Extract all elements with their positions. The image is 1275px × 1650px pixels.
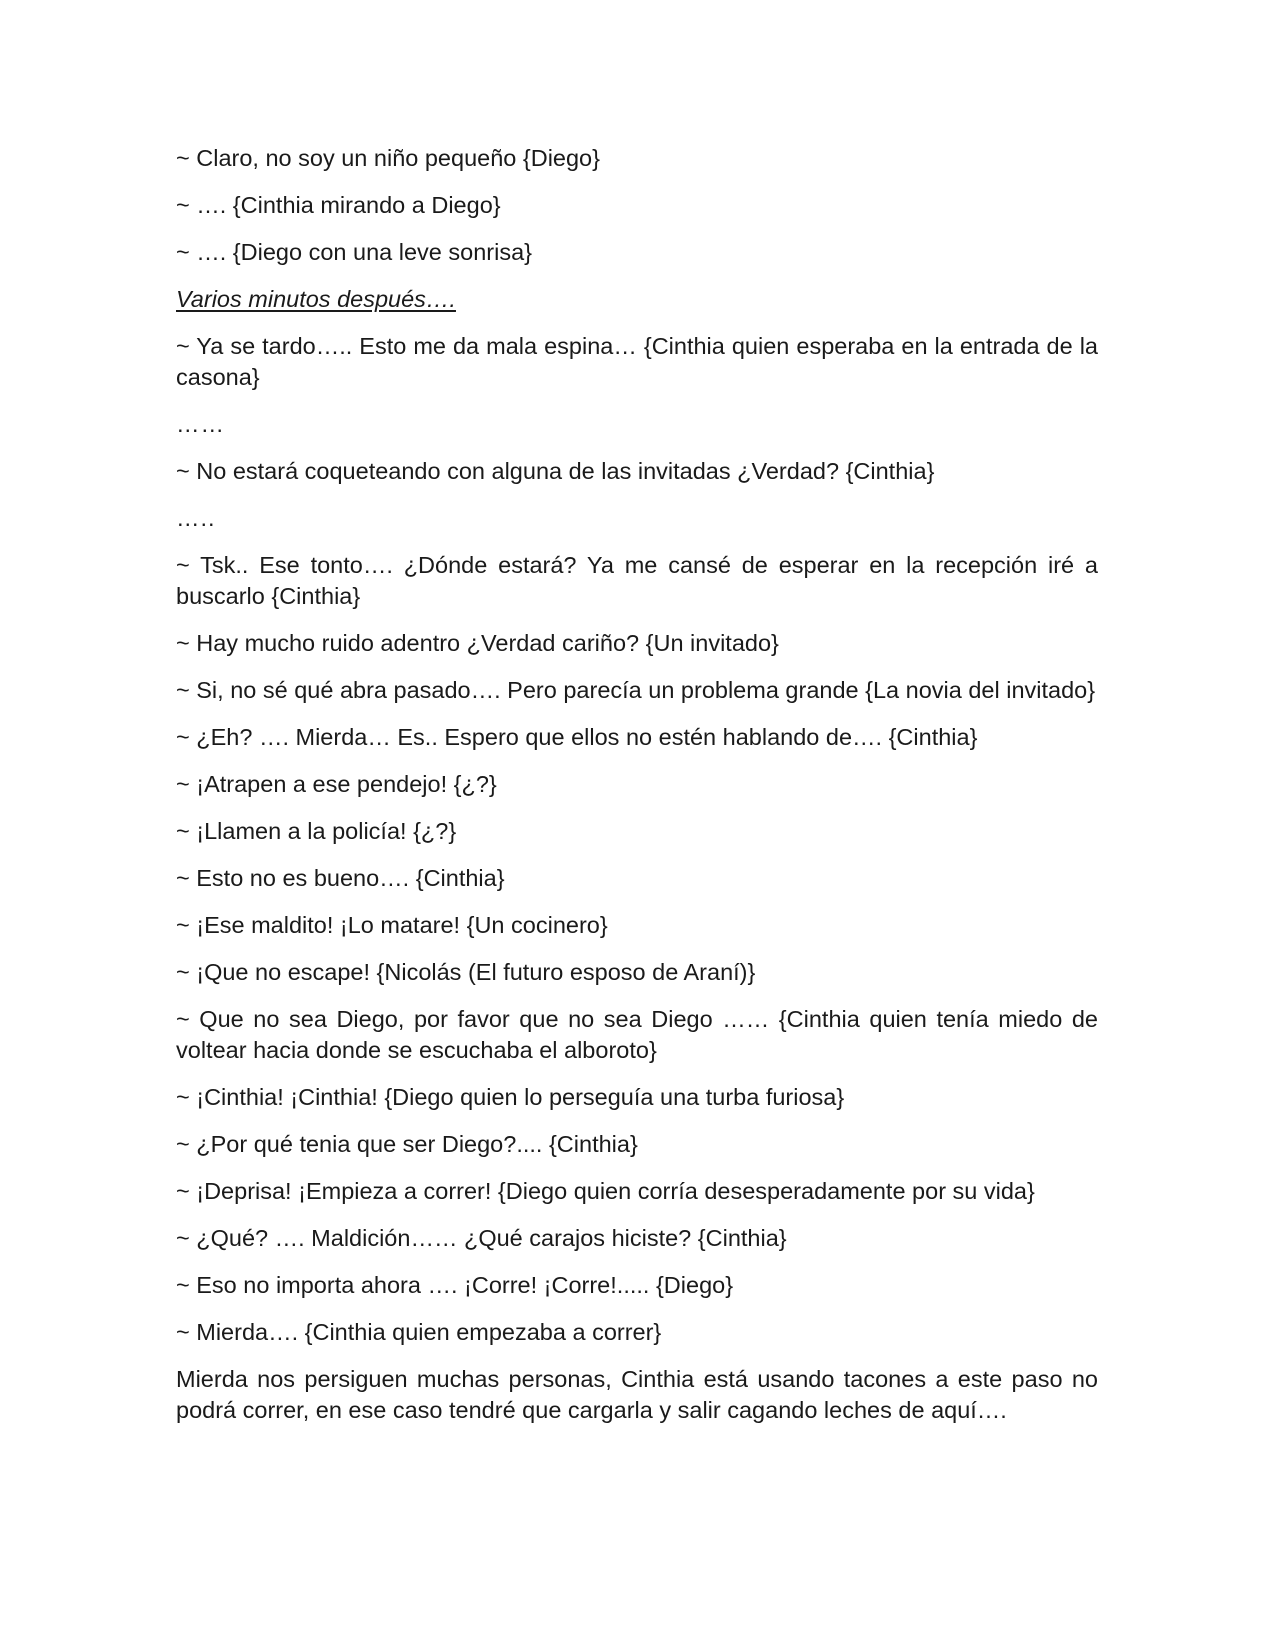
paragraph: ~ Tsk.. Ese tonto…. ¿Dónde estará? Ya me cansé de esperar en la recepción iré a buscarlo {Cinthia} bbox=[176, 552, 1098, 609]
paragraph: ~ ¿Eh? …. Mierda… Es.. Espero que ellos no estén hablando de…. {Cinthia} bbox=[176, 724, 978, 750]
paragraph: ~ ¡Deprisa! ¡Empieza a correr! {Diego quien corría desesperadamente por su vida} bbox=[176, 1178, 1035, 1204]
paragraph: ~ ¡Que no escape! {Nicolás (El futuro esposo de Araní)} bbox=[176, 959, 756, 985]
document-body bbox=[176, 143, 1098, 1442]
paragraph: ~ Hay mucho ruido adentro ¿Verdad cariño? {Un invitado} bbox=[176, 630, 779, 656]
paragraph: ~ ¿Por qué tenia que ser Diego?.... {Cinthia} bbox=[176, 1131, 638, 1157]
paragraph: ~ Ya se tardo….. Esto me da mala espina… {Cinthia quien esperaba en la entrada de la casona} bbox=[176, 333, 1098, 390]
paragraph: ~ …. {Diego con una leve sonrisa} bbox=[176, 239, 532, 265]
paragraph: ~ ¡Atrapen a ese pendejo! {¿?} bbox=[176, 771, 497, 797]
paragraph: ~ No estará coqueteando con alguna de las invitadas ¿Verdad? {Cinthia} bbox=[176, 458, 935, 484]
paragraph: ~ Claro, no soy un niño pequeño {Diego} bbox=[176, 145, 600, 171]
paragraph: ~ Si, no sé qué abra pasado…. Pero parecía un problema grande {La novia del invitado} bbox=[176, 677, 1096, 703]
ellipsis-line: ….. bbox=[176, 505, 216, 531]
scene-transition-heading: Varios minutos después…. bbox=[176, 286, 456, 312]
paragraph: ~ ¿Qué? …. Maldición…… ¿Qué carajos hiciste? {Cinthia} bbox=[176, 1225, 787, 1251]
paragraph: ~ ¡Ese maldito! ¡Lo matare! {Un cocinero} bbox=[176, 912, 608, 938]
paragraph: ~ Esto no es bueno…. {Cinthia} bbox=[176, 865, 505, 891]
ellipsis-line: …… bbox=[176, 411, 225, 437]
paragraph: ~ Eso no importa ahora …. ¡Corre! ¡Corre!..... {Diego} bbox=[176, 1272, 734, 1298]
paragraph: ~ Mierda…. {Cinthia quien empezaba a correr} bbox=[176, 1319, 662, 1345]
paragraph: ~ …. {Cinthia mirando a Diego} bbox=[176, 192, 501, 218]
paragraph: ~ Que no sea Diego, por favor que no sea Diego …… {Cinthia quien tenía miedo de voltear hacia donde se escuchaba el alboroto} bbox=[176, 1006, 1098, 1063]
paragraph: ~ ¡Llamen a la policía! {¿?} bbox=[176, 818, 457, 844]
paragraph: ~ ¡Cinthia! ¡Cinthia! {Diego quien lo perseguía una turba furiosa} bbox=[176, 1084, 845, 1110]
narration-paragraph: Mierda nos persiguen muchas personas, Cinthia está usando tacones a este paso no podrá correr, en ese caso tendré que cargarla y salir cagando leches de aquí…. bbox=[176, 1366, 1098, 1423]
